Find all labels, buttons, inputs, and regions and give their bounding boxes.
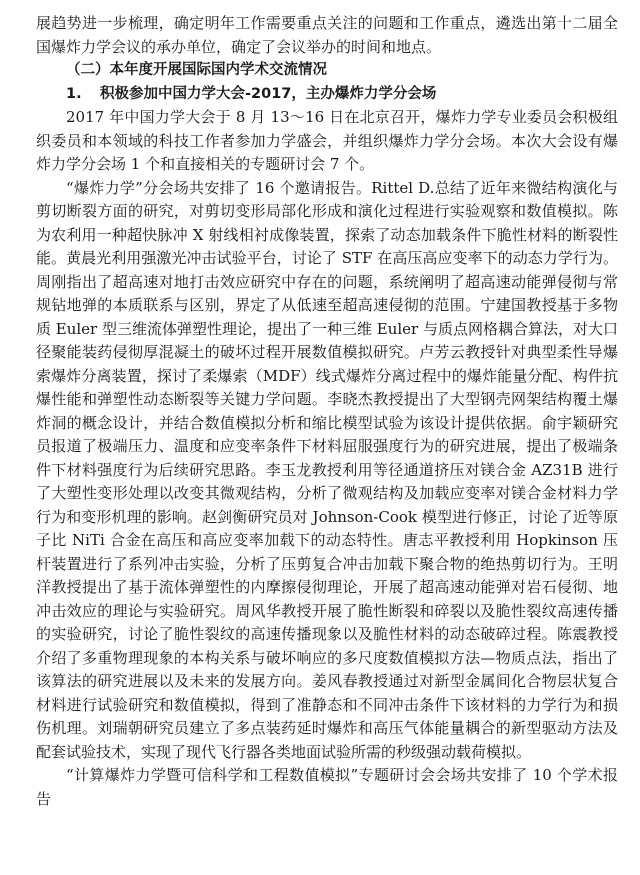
subsection-title: 积极参加中国力学大会-2017，主办爆炸力学分会场 [100,85,437,102]
section-heading: （二）本年度开展国际国内学术交流情况 [66,62,327,78]
subsection-heading [36,83,618,107]
paragraph-invited-reports: “爆炸力学”分会场共安排了 16 个邀请报告。Rittel D.总结了近年来微结构演化与剪切断裂方面的研究，对剪切变形局部化形成和演化过程进行实验观察和数值模拟。陈为农利用一种超快脉冲 X 射线相衬成像装置，探索了动态加载条件下脆性材料的断裂性能。黄晨光利用强激光冲击试验平台，讨论了 STF 在高压高应变率下的动态力学行为。周刚指出了超高速对地打击效应研究中存在的问题，系统阐明了超高速动能弹侵彻与常规钻地弹的本质联系与区别，界定了从低速至超高速侵彻的范围。宁建国教授基于多物质 Euler 型三维流体弹塑性理论，提出了一种三维 Euler 与质点网格耦合算法，对大口径聚能装药侵彻厚混凝土的破坏过程开展数值模拟研究。卢芳云教授针对典型柔性导爆索爆炸分离装置，探讨了柔爆索（MDF）线式爆炸分离过程中的爆炸能量分配、构件抗爆性能和弹塑性动态断裂等关键力学问题。李晓杰教授提出了大型钢壳网架结构覆土爆炸洞的概念设计，并结合数值模拟分析和缩比模型试验为该设计提供依据。俞宇颖研究员报道了极端压力、温度和应变率条件下材料屈服强度行为的研究进展，提出了极端条件下材料强度行为后续研究思路。李玉龙教授利用等径通道挤压对镁合金 AZ31B 进行了大塑性变形处理以改变其微观结构，分析了微观结构及加载应变率对镁合金材料力学行为和变形机理的影响。赵剑衡研究员对 Johnson-Cook 模型进行修正，讨论了近等原子比 NiTi 合金在高压和高应变率加载下的动态特性。唐志平教授利用 Hopkinson 压杆装置进行了系列冲击实验，分析了压剪复合冲击加载下聚合物的绝热剪切行为。王明洋教授提出了基于流体弹塑性的内摩擦侵彻理论，开展了超高速动能弹对岩石侵彻、地冲击效应的理论与实验研究。周风华教授开展了脆性断裂和碎裂以及脆性裂纹高速传播的实验研究，讨论了脆性裂纹的高速传播现象以及脆性材料的动态破碎过程。陈震教授介绍了多重物理现象的本构关系与破坏响应的多尺度数值模拟方法—物质点法，指出了该算法的研究进展以及未来的发展方向。姜风春教授通过对新型金属间化合物层状复合材料进行试验研究和数值模拟，得到了准静态和不同冲击条件下该材料的力学行为和损伤机理。刘瑞朝研究员建立了多点装药延时爆炸和高压气体能量耦合的新型驱动方法及配套试验技术，实现了现代飞行器各类地面试验所需的秒级强动载荷模拟。 [36,178,618,761]
document-page [36,12,618,811]
intro-paragraph: 展趋势进一步梳理，确定明年工作需要重点关注的问题和工作重点，遴选出第十二届全国爆炸力学会议的承办单位，确定了会议举办的时间和地点。 [36,14,618,56]
paragraph-symposium: “计算爆炸力学暨可信科学和工程数值模拟”专题研讨会会场共安排了 10 个学术报告 [36,766,618,808]
paragraph-conference: 2017 年中国力学大会于 8 月 13～16 日在北京召开，爆炸力学专业委员会积极组织委员和本领域的科技工作者参加力学盛会，并组织爆炸力学分会场。本次大会设有爆炸力学分会场 1 个和直接相关的专题研讨会 7 个。 [36,108,618,173]
subsection-number: 1. [66,85,82,102]
